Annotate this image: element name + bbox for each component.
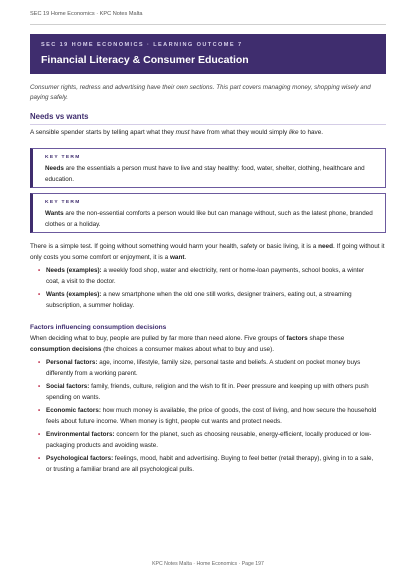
list-item: • Environmental factors: concern for the planet, such as choosing reusable, energy-efficient, locally produced or low-packaging products and avoiding waste. [38, 431, 372, 449]
key-term-label: KEY TERM [45, 155, 81, 160]
factors-list [38, 358, 378, 478]
list-item: • Social factors: family, friends, culture, religion and the wish to fit in. Peer pressure and keeping up with others push spending on wants. [38, 383, 369, 401]
bullet-icon: • [38, 431, 41, 438]
key-term-wants-box [30, 193, 386, 233]
header-divider [30, 24, 386, 25]
factors-intro-paragraph: When deciding what to buy, people are pulled by far more than need alone. Five groups of factors shape these consumption decisions (the choices a consumer makes about what to buy and use). [30, 335, 345, 353]
list-item: • Needs (examples): a weekly food shop, water and electricity, rent or home-loan payments, school books, a winter coat, a visit to the doctor. [38, 267, 365, 285]
running-head: SEC 19 Home Economics · KPC Notes Malta [30, 11, 143, 17]
examples-list [38, 266, 378, 314]
list-item: • Economic factors: how much money is available, the price of goods, the cost of living, and how secure the household feels about future income. When money is tight, people cut wants and protect needs. [38, 407, 377, 425]
chapter-banner [30, 34, 386, 74]
page-footer: KPC Notes Malta · Home Economics · Page 197 [152, 561, 264, 567]
section-heading-factors: Factors influencing consumption decisions [30, 324, 167, 331]
list-item: • Personal factors: age, income, lifestyle, family size, personal taste and beliefs. A student on pocket money buys differently from a working parent. [38, 359, 361, 377]
list-item: • Psychological factors: feelings, mood, habit and advertising. Buying to feel better (retail therapy), giving in to a sale, or trusting a familiar brand are all psychological pulls. [38, 455, 374, 473]
key-term-needs-box [30, 148, 386, 188]
bullet-icon: • [38, 291, 41, 298]
section-heading-needs-wants: Needs vs wants [30, 112, 89, 121]
key-term-wants-text: Wants are the non-essential comforts a person would like but can manage without, such as the latest phone, branded clothes or a holiday. [45, 210, 373, 228]
bullet-icon: • [38, 267, 41, 274]
banner-kicker: SEC 19 HOME ECONOMICS · LEARNING OUTCOME 7 [41, 42, 243, 48]
key-term-label: KEY TERM [45, 200, 81, 205]
bullet-icon: • [38, 407, 41, 414]
section-divider [30, 124, 386, 125]
intro-note: Consumer rights, redress and advertising have their own sections. This part covers managing money, shopping wisely and paying safely. [30, 84, 371, 101]
bullet-icon: • [38, 359, 41, 366]
bullet-icon: • [38, 455, 41, 462]
need-want-test-paragraph: There is a simple test. If going without something would harm your health, safety or basic living, it is a need. If going without it only costs you some comfort or enjoyment, it is a want. [30, 243, 385, 261]
key-term-needs-text: Needs are the essentials a person must have to live and stay healthy: food, water, shelter, clothing, healthcare and education. [45, 165, 365, 183]
lead-paragraph: A sensible spender starts by telling apart what they must have from what they would simply like to have. [30, 129, 324, 136]
list-item: • Wants (examples): a new smartphone when the old one still works, designer trainers, eating out, a streaming subscription, a summer holiday. [38, 291, 352, 309]
page-title: Financial Literacy & Consumer Education [41, 54, 249, 66]
bullet-icon: • [38, 383, 41, 390]
